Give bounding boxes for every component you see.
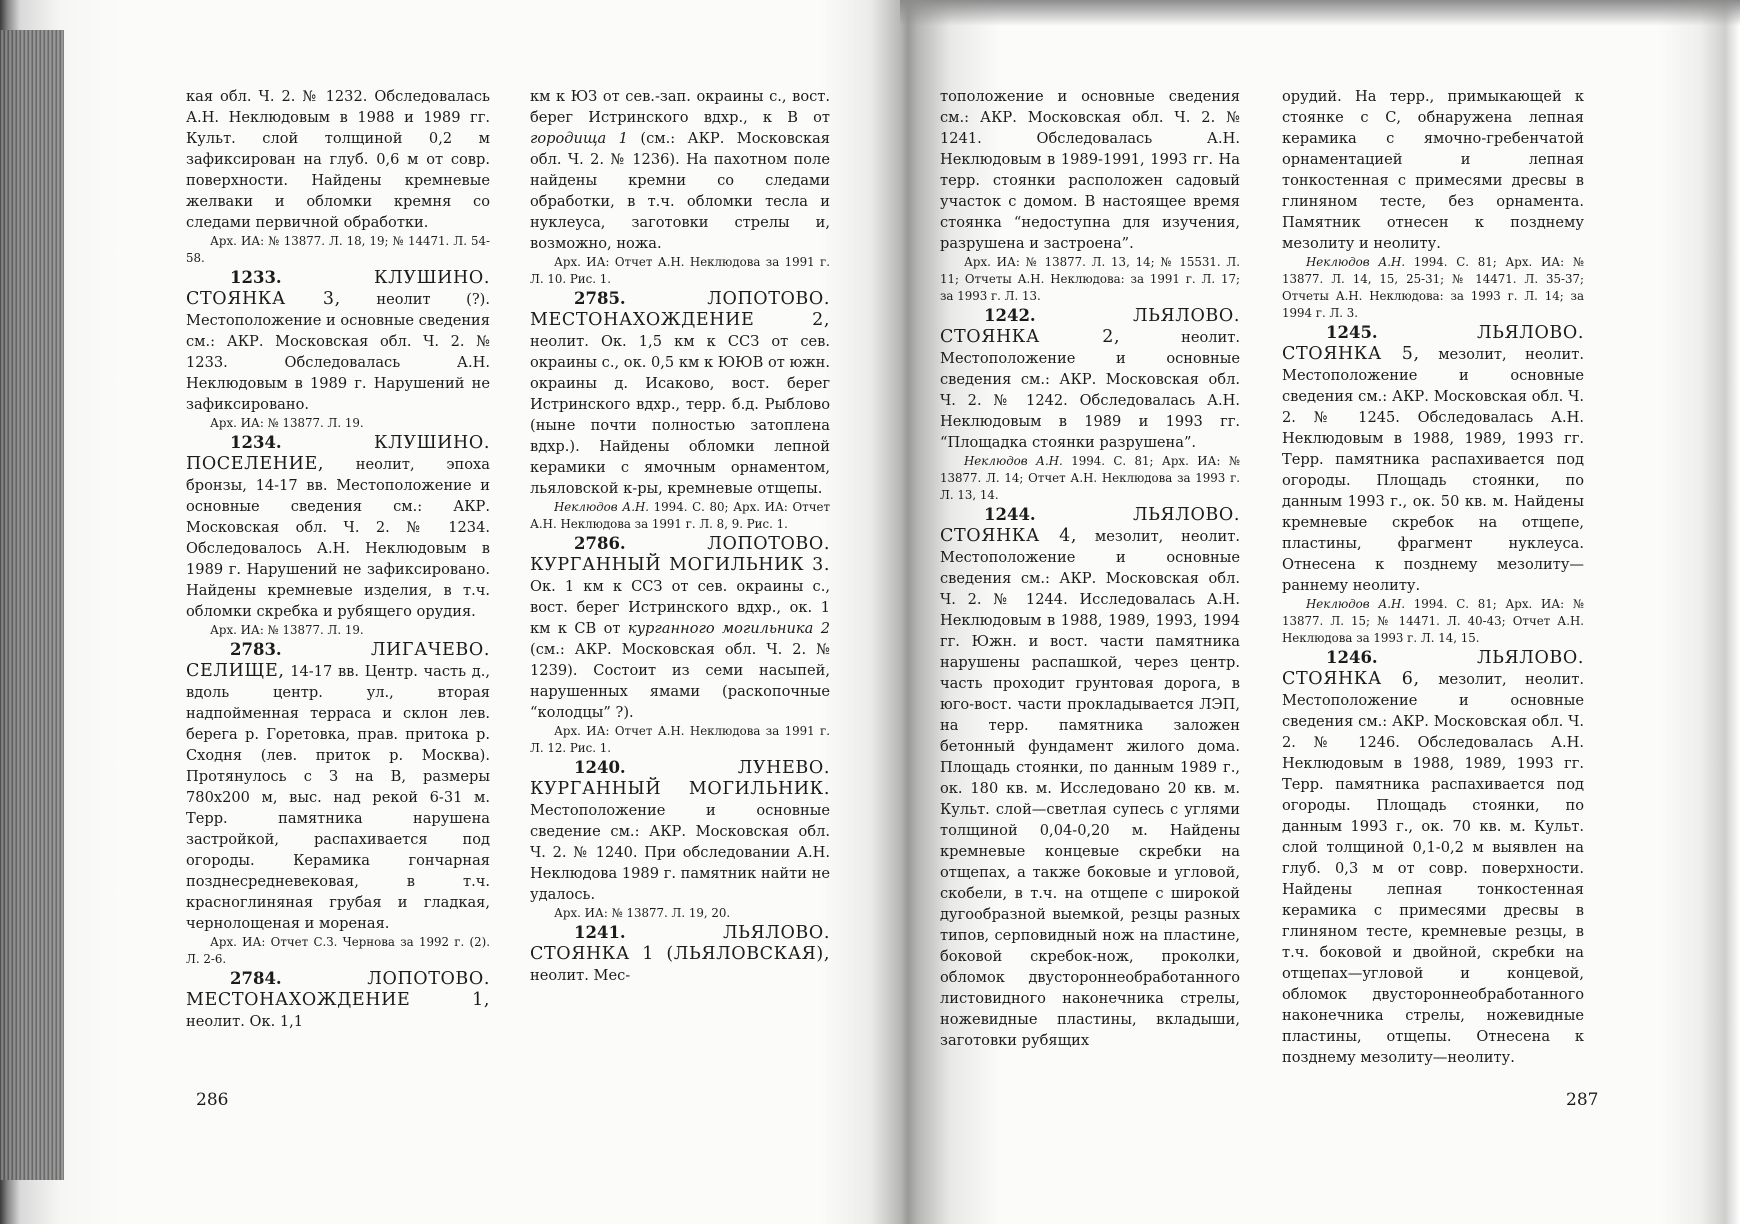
entry-text: Местоположение и основные сведение см.: АКР. Московская обл. Ч. 2. № 1240. При обследовании А.Н. Неклюдова 1989 г. памятник найти не удалось. [530,802,830,903]
entry-number: 1234. [230,433,282,452]
entry-title: ЛЬЯЛОВО. СТОЯНКА 1 (ЛЬЯЛОВСКАЯ), [530,923,830,964]
entry-text: неолит. Мес- [530,967,631,984]
archive-reference: Арх. ИА: № 13877. Л. 19. [210,623,364,637]
archive-reference: Неклюдов А.Н. 1994. С. 81; Арх. ИА: № 13877. Л. 14, 15, 25-31; № 14471. Л. 35-37; Отчеты А.Н. Неклюдова: за 1993 г. Л. 14; за 1994 г. Л. 3. [1282,255,1584,320]
entry-number: 1233. [230,268,282,287]
entry-text: неолит, эпоха бронзы, 14-17 вв. Местоположение и основные сведения см.: АКР. Московская обл. Ч. 2. № 1234. Обследовалось А.Н. Неклюдовым в 1989 г. Нарушений не зафиксировано. Найдены кремневые изделия, в т.ч. обломки скребка и рубящего орудия. [186,456,490,620]
entry-number: 2784. [230,969,282,988]
entry-1241 [530,922,830,986]
entry-title: ЛУНЕВО. КУРГАННЫЙ МОГИЛЬНИК. [530,758,830,799]
entry-text: неолит. Местоположение и основные сведения см.: АКР. Московская обл. Ч. 2. № 1242. Обследовалась А.Н. Неклюдовым в 1989 и 1993 гг. “Площадка стоянки разрушена”. [940,329,1240,451]
entry-title: ЛЬЯЛОВО. СТОЯНКА 2, [940,306,1240,347]
right-page-column-2 [1282,86,1584,1068]
scan-shadow [900,0,1740,26]
entry-number: 1242. [984,306,1036,325]
entry-text: мезолит, неолит. Местоположение и основные сведения см.: АКР. Московская обл. Ч. 2. № 1245. Обследовалась А.Н. Неклюдовым в 1988, 1989, 1993 гг. Терр. памятника распахивается под огороды. Площадь стоянки, по данным 1993 г., ок. 50 кв. м. Найдены кремневые скребок на отщепе, пластины, фрагмент нуклеуса. Отнесена к позднему мезолиту—раннему неолиту. [1282,346,1584,594]
entry-title: ЛЬЯЛОВО. СТОЯНКА 5, [1282,323,1584,364]
entry-number: 2785. [574,289,626,308]
entry-1246 [1282,647,1584,1068]
entry-number: 2786. [574,534,626,553]
entry-number: 1241. [574,923,626,942]
archive-reference: Арх. ИА: № 13877. Л. 13, 14; № 15531. Л. 11; Отчеты А.Н. Неклюдова: за 1991 г. Л. 17; за 1993 г. Л. 13. [940,255,1240,303]
entry-title: ЛЬЯЛОВО. СТОЯНКА 4, [940,505,1240,546]
archive-reference: Неклюдов А.Н. 1994. С. 81; Арх. ИА: № 13877. Л. 14; Отчет А.Н. Неклюдова за 1993 г. Л. 13, 14. [940,454,1240,502]
left-page-column-2 [530,86,830,986]
entry-title: ЛЬЯЛОВО. СТОЯНКА 6, [1282,648,1584,689]
entry-title: ЛИГАЧЕВО. СЕЛИЩЕ, [186,640,490,681]
entry-text: неолит (?). Местоположение и основные сведения см.: АКР. Московская обл. Ч. 2. № 1233. Обследовалась А.Н. Неклюдовым в 1989 г. Нарушений не зафиксировано. [186,291,490,413]
page-edges [0,30,64,1180]
entry-number: 1245. [1326,323,1378,342]
entry-1234 [186,432,490,622]
entry-2784 [186,968,490,1032]
archive-reference: Неклюдов А.Н. 1994. С. 81; Арх. ИА: № 13877. Л. 15; № 14471. Л. 40-43; Отчет А.Н. Неклюдова за 1993 г. Л. 14, 15. [1282,597,1584,645]
archive-reference: Арх. ИА: № 13877. Л. 19. [210,416,364,430]
page-number-left: 286 [196,1090,229,1110]
entry-text: мезолит, неолит. Местоположение и основные сведения см.: АКР. Московская обл. Ч. 2. № 1246. Обследовалась А.Н. Неклюдовым в 1988, 1989, 1993 гг. Терр. памятника распахивается под огороды. Площадь стоянки, по данным 1993 г., ок. 70 кв. м. Культ. слой толщиной 0,1-0,2 м выявлен на глуб. 0,3 м от совр. поверхности. Найдены лепная тонкостенная керамика с примесями дресвы в глиняном тесте, кремневые резцы, в т.ч. боковой и двойной, скребки на отщепах—угловой и концевой, обломок двустороннеобработанного наконечника стрелы, ножевидные пластины, отщепы. Отнесена к позднему мезолиту—неолиту. [1282,671,1584,1066]
entry-continuation: кая обл. Ч. 2. № 1232. Обследовалась А.Н. Неклюдовым в 1988 и 1989 гг. Культ. слой толщиной 0,2 м зафиксирован на глуб. 0,6 м от совр. поверхности. Найдены кремневые желваки и обломки кремня со следами первичной обработки. [186,88,490,231]
entry-title: КЛУШИНО. СТОЯНКА 3, [186,268,490,309]
entry-1233 [186,267,490,415]
archive-reference: Арх. ИА: Отчет А.Н. Неклюдова за 1991 г. Л. 10. Рис. 1. [530,255,830,286]
archive-reference: Арх. ИА: № 13877. Л. 19, 20. [554,906,731,920]
entry-text: неолит. Ок. 1,5 км к ССЗ от сев. окраины с., ок. 0,5 км к ЮЮВ от южн. окраины д. Исаково, вост. берег Истринского вдхр., терр. б.д. Рыблово (ныне почти полностью затоплена вдхр.). Найдены обломки лепной керамики с ямочным орнаментом, льяловской к-ры, кремневые отщепы. [530,333,830,497]
entry-continuation: км к ЮЗ от сев.-зап. окраины с., вост. берег Истринского вдхр., к В от городища 1 (см.: АКР. Московская обл. Ч. 2. № 1236). На пахотном поле найдены кремни со следами обработки, в т.ч. обломки тесла и нуклеуса, заготовки стрелы и, возможно, ножа. [530,88,831,252]
right-page-column-1 [940,86,1240,1051]
entry-text: неолит. Ок. 1,1 [186,1013,304,1030]
archive-reference: Арх. ИА: Отчет А.Н. Неклюдова за 1991 г. Л. 12. Рис. 1. [530,724,830,755]
entry-number: 1246. [1326,648,1378,667]
entry-1240 [530,757,830,905]
entry-number: 1244. [984,505,1036,524]
entry-continuation: тоположение и основные сведения см.: АКР. Московская обл. Ч. 2. № 1241. Обследовалась А.Н. Неклюдовым в 1989-1991, 1993 гг. На терр. стоянки расположен садовый участок с домом. В настоящее время стоянка “недоступна для изучения, разрушена и застроена”. [940,88,1240,252]
entry-2786: 2786. ЛОПОТОВО. КУРГАННЫЙ МОГИЛЬНИК 3. Ок. 1 км к ССЗ от сев. окраины с., вост. берег Истринского вдхр., ок. 1 км к СВ от курганного могильника 2 (см.: АКР. Московская обл. Ч. 2. № 1239). Состоит из семи насыпей, нарушенных ямами (раскопочные “колодцы” ?). [530,534,831,721]
entry-title: ЛОПОТОВО. КУРГАННЫЙ МОГИЛЬНИК 3. [530,534,830,575]
entry-text: 14-17 вв. Центр. часть д., вдоль центр. ул., вторая надпойменная терраса и склон лев. берега р. Горетовка, прав. притока р. Сходня (лев. приток р. Москва). Протянулось с З на В, размеры 780х200 м, выс. над рекой 6-31 м. Терр. памятника нарушена застройкой, распахивается под огороды. Керамика гончарная позднесредневековая, в т.ч. красноглиняная грубая и гладкая, чернолощеная и мореная. [186,663,490,932]
entry-2785 [530,288,830,499]
archive-reference: Арх. ИА: № 13877. Л. 18, 19; № 14471. Л. 54-58. [186,234,490,265]
entry-number: 2783. [230,640,282,659]
page-number-right: 287 [1566,1090,1599,1110]
entry-1244 [940,504,1240,1051]
entry-title: ЛОПОТОВО. МЕСТОНАХОЖДЕНИЕ 1, [186,969,490,1010]
entry-2783 [186,639,490,934]
entry-continuation: орудий. На терр., примыкающей к стоянке с С, обнаружена лепная керамика с ямочно-гребенчатой орнаментацией и лепная тонкостенная с примесями дресвы в глиняном тесте, без орнамента. Памятник отнесен к позднему мезолиту и неолиту. [1282,88,1584,252]
archive-reference: Арх. ИА: Отчет С.З. Чернова за 1992 г. (2). Л. 2-6. [186,935,490,966]
entry-title: КЛУШИНО. ПОСЕЛЕНИЕ, [186,433,490,474]
entry-title: ЛОПОТОВО. МЕСТОНАХОЖДЕНИЕ 2, [530,289,830,330]
entry-text: мезолит, неолит. Местоположение и основные сведения см.: АКР. Московская обл. Ч. 2. № 1244. Исследовалась А.Н. Неклюдовым в 1988, 1989, 1993, 1994 гг. Южн. и вост. части памятника нарушены распашкой, через центр. часть проходит грунтовая дорога, в юго-вост. части прокладывается ЛЭП, на терр. памятника заложен бетонный фундамент жилого дома. Площадь стоянки, по данным 1989 г., ок. 180 кв. м. Исследовано 20 кв. м. Культ. слой—светлая супесь с углями толщиной 0,04-0,20 м. Найдены кремневые концевые скребки на отщепах, а также боковые и угловой, скобели, в т.ч. на отщепе с широкой дугообразной выемкой, резцы разных типов, серповидный нож на пластине, боковой скребок-нож, проколки, обломок двустороннеобработанного листовидного наконечника стрелы, ножевидные пластины, вкладыши, заготовки рубящих [940,528,1240,1049]
entry-1245 [1282,322,1584,596]
entry-1242 [940,305,1240,453]
entry-number: 1240. [574,758,626,777]
left-page-column-1 [186,86,490,1032]
archive-reference: Неклюдов А.Н. 1994. С. 80; Арх. ИА: Отчет А.Н. Неклюдова за 1991 г. Л. 8, 9. Рис. 1. [530,500,830,531]
